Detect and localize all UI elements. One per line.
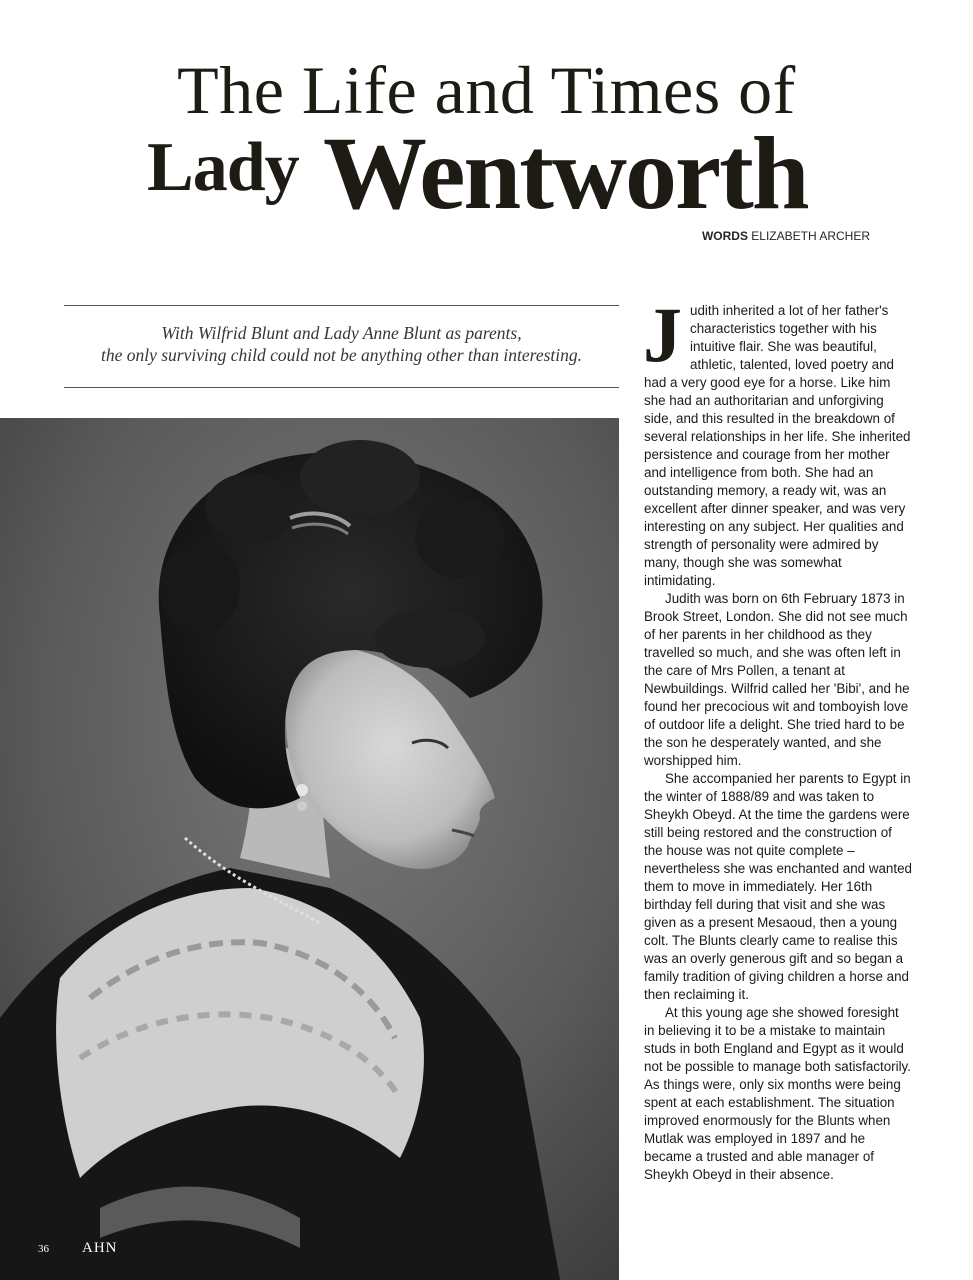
paragraph-1-text: udith inherited a lot of her father's characteristics together with his intuitive flair. She was beautiful, athletic, talented, loved poetry and had a very good eye for a horse. Like him she had an authoritarian and unforgiving side, and this resulted in the breakdown of several relationships in her life. She inherited persistence and courage from her mother and intelligence from both. She had an outstanding memory, a ready wit, was an excellent after dinner speaker, and was very interesting on any subject. Her qualities and strength of personality were admired by many, though she was somewhat intimidating. [644,303,911,588]
byline-label: WORDS [701,229,748,243]
pullquote-line-1: With Wilfrid Blunt and Lady Anne Blunt as parents, [161,323,522,343]
pullquote-line-2: the only surviving child could not be anything other than interesting. [100,345,582,365]
title-wentworth: Wentworth [323,116,808,231]
portrait-photo [0,418,619,1280]
byline [702,228,870,244]
pullquote-bottom-rule [64,387,619,388]
paragraph-1 [643,291,912,590]
portrait-illustration [0,418,619,1280]
pullquote [64,322,619,366]
drop-cap: J [643,291,682,378]
page-number: 36 [38,1243,49,1255]
pullquote-top-rule [64,305,619,306]
title-lady: Lady [147,129,299,206]
magazine-name: AHN [82,1240,118,1256]
paragraph-4: At this young age she showed foresight in believing it to be a mistake to maintain studs in both England and Egypt as it would not be possible to manage both satisfactorily. As things were, only six months were being spent at each establishment. The situation improved enormously for the Blunts when Mutlak was employed in 1897 and he became a trusted and able manager of Sheykh Obeyd in their absence. [644,1005,911,1182]
title-line-1: The Life and Times of [177,52,796,128]
paragraph-2: Judith was born on 6th February 1873 in Brook Street, London. She did not see much of her parents in her childhood as they travelled so much, and she was often left in the care of Mrs Pollen, a tenant at Newbuildings. Wilfrid called her 'Bibi', and he found her precocious wit and tomboyish love of outdoor life a delight. She tried hard to be the son he desperately wanted, and she worshipped him. [644,591,910,768]
byline-author: ELIZABETH ARCHER [751,229,870,243]
article-body [643,291,912,1184]
paragraph-3: She accompanied her parents to Egypt in the winter of 1888/89 and was taken to Sheykh Obeyd. At the time the gardens were still being restored and the construction of the house was not quite complete – nevertheless she was enchanted and wanted them to move in immediately. Her 16th birthday fell during that visit and she was given as a present Mesaoud, then a young colt. The Blunts clearly came to realise this was an overly generous gift and so began a family tradition of giving children a horse and then reclaiming it. [644,771,912,1002]
